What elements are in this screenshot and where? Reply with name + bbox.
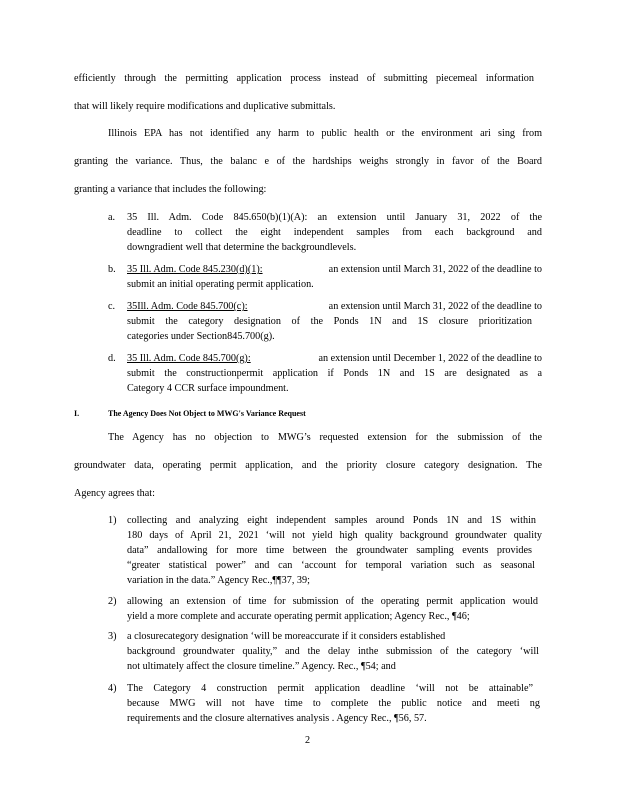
list-item-line: “greater statistical power” and can ‘account for temporal variation such as seasonal xyxy=(127,560,535,571)
page-number: 2 xyxy=(305,735,311,746)
list-item-line xyxy=(127,301,542,312)
body-paragraph-line: groundwater data, operating permit application, and the priority closure category designation. The xyxy=(74,460,542,471)
list-marker: 1) xyxy=(108,515,117,526)
list-marker: 3) xyxy=(108,631,117,642)
list-marker: a. xyxy=(108,212,116,223)
list-item-line: The Category 4 construction permit application deadline ‘will not be attainable” xyxy=(127,683,533,694)
body-paragraph-line: Illinois EPA has not identified any harm to public health or the environment ari sing from xyxy=(108,128,542,139)
list-item-line: because MWG will not have time to complete the public notice and meeti ng xyxy=(127,698,540,709)
body-paragraph-line: Agency agrees that: xyxy=(74,488,155,499)
regulation-citation: 35 Ill. Adm. Code 845.700(g): xyxy=(127,353,251,364)
list-item-line: 35 Ill. Adm. Code 845.650(b)(1)(A): an extension until January 31, 2022 of the xyxy=(127,212,542,223)
list-item-line: background groundwater quality,” and the delay inthe submission of the category ‘will xyxy=(127,646,539,657)
body-paragraph-line: granting a variance that includes the following: xyxy=(74,184,267,195)
list-item-text: an extension until December 1, 2022 of the deadline to xyxy=(318,353,542,364)
list-item-line: variation in the data.” Agency Rec.,¶¶37, 39; xyxy=(127,575,310,586)
list-marker: c. xyxy=(108,301,116,312)
body-paragraph-line: granting the variance. Thus, the balanc e of the hardships weighs strongly in favor of the Board xyxy=(74,156,542,167)
list-item-line: collecting and analyzing eight independent samples around Ponds 1N and 1S within xyxy=(127,515,536,526)
list-item-line: downgradient well that determine the backgroundlevels. xyxy=(127,242,357,253)
section-heading: The Agency Does Not Object to MWG's Variance Request xyxy=(108,409,306,418)
list-marker: d. xyxy=(108,353,116,364)
list-item-line: categories under Section845.700(g). xyxy=(127,331,275,342)
body-paragraph-line: The Agency has no objection to MWG’s requested extension for the submission of the xyxy=(108,432,542,443)
list-item-line: allowing an extension of time for submission of the operating permit application would xyxy=(127,596,538,607)
list-item-line: submit an initial operating permit application. xyxy=(127,279,314,290)
list-item-line: requirements and the closure alternatives analysis . Agency Rec., ¶56, 57. xyxy=(127,713,427,724)
list-item-line: submit the constructionpermit application if Ponds 1N and 1S are designated as a xyxy=(127,368,542,379)
list-item-line: submit the category designation of the Ponds 1N and 1S closure prioritization xyxy=(127,316,532,327)
list-item-text: an extension until March 31, 2022 of the deadline to xyxy=(328,264,542,275)
list-item-line: yield a more complete and accurate operating permit application; Agency Rec., ¶46; xyxy=(127,611,470,622)
section-number: I. xyxy=(74,409,80,418)
list-item-line: not ultimately affect the closure timeline.” Agency. Rec., ¶54; and xyxy=(127,661,396,672)
regulation-citation: 35 Ill. Adm. Code 845.230(d)(1): xyxy=(127,264,263,275)
regulation-citation: 35Ill. Adm. Code 845.700(c): xyxy=(127,301,248,312)
list-item-line xyxy=(127,264,542,275)
list-item-line: Category 4 CCR surface impoundment. xyxy=(127,383,289,394)
list-item-line xyxy=(127,353,542,364)
body-paragraph-line: that will likely require modifications and duplicative submittals. xyxy=(74,101,336,112)
body-paragraph-line: efficiently through the permitting application process instead of submitting piecemeal information xyxy=(74,73,534,84)
list-item-line: data” andallowing for more time between the groundwater sampling events provides xyxy=(127,545,532,556)
list-marker: 2) xyxy=(108,596,117,607)
list-item-line: 180 days of April 21, 2021 ‘will not yield high quality background groundwater quality xyxy=(127,530,542,541)
list-item-line: deadline to collect the eight independent samples from each background and xyxy=(127,227,542,238)
list-item-line: a closurecategory designation ‘will be moreaccurate if it considers established xyxy=(127,631,446,642)
list-marker: b. xyxy=(108,264,116,275)
list-marker: 4) xyxy=(108,683,117,694)
list-item-text: an extension until March 31, 2022 of the deadline to xyxy=(328,301,542,312)
